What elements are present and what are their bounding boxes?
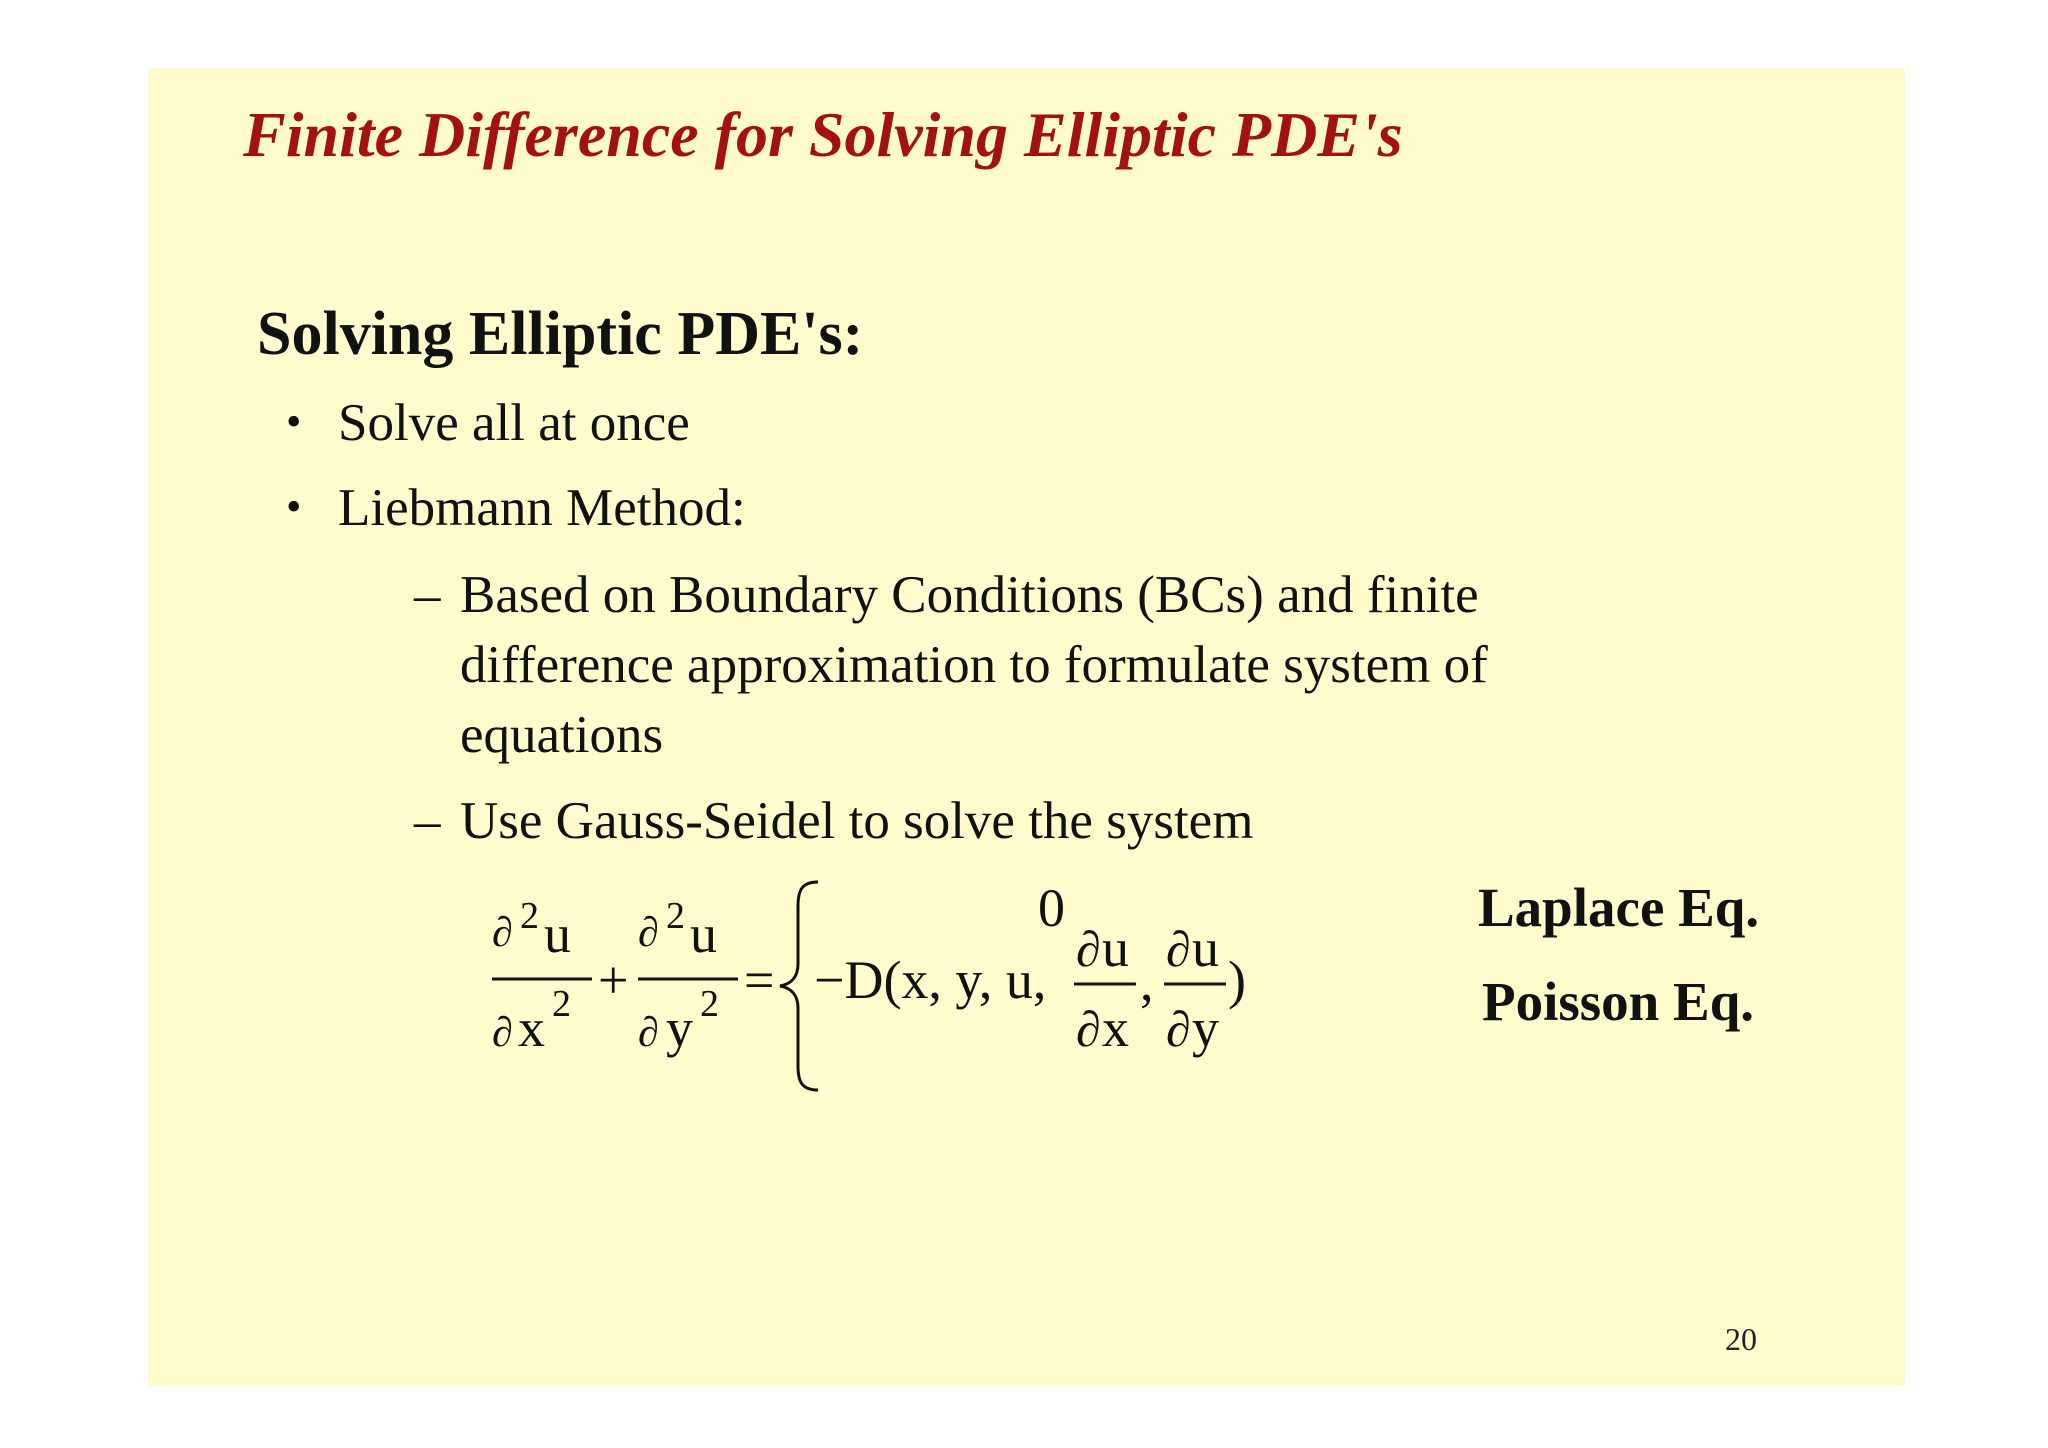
bullet-text: Liebmann Method: bbox=[338, 479, 746, 537]
poisson-label: Poisson Eq. bbox=[1482, 971, 1755, 1032]
eq-partial: ∂ bbox=[638, 910, 659, 956]
sub-bullet-item bbox=[414, 786, 1253, 856]
slide-title: Finite Difference for Solving Elliptic PDE's bbox=[243, 99, 1403, 170]
eq-zero: 0 bbox=[1038, 878, 1065, 938]
eq-variable: y bbox=[666, 998, 693, 1058]
eq-equals: = bbox=[744, 950, 775, 1010]
pde-equation bbox=[488, 876, 1760, 1176]
eq-variable: u bbox=[1192, 918, 1219, 978]
sub-bullet-marker: – bbox=[414, 566, 441, 624]
slide bbox=[148, 68, 1905, 1386]
eq-partial: ∂ bbox=[1076, 921, 1101, 977]
eq-plus: + bbox=[598, 950, 629, 1010]
sub-bullet-item bbox=[414, 560, 1488, 770]
eq-partial: ∂ bbox=[492, 910, 513, 956]
equation-svg bbox=[488, 876, 1488, 1176]
eq-partial: ∂ bbox=[1076, 1001, 1101, 1057]
eq-partial: ∂ bbox=[492, 1010, 513, 1056]
bullet-item bbox=[286, 478, 746, 538]
eq-poisson-rhs: −D(x, y, u, bbox=[814, 950, 1047, 1010]
eq-close-paren: ) bbox=[1228, 950, 1246, 1010]
eq-variable: x bbox=[1102, 998, 1129, 1058]
eq-exponent: 2 bbox=[520, 895, 539, 937]
eq-partial: ∂ bbox=[638, 1010, 659, 1056]
bullet-marker: • bbox=[286, 482, 302, 531]
eq-exponent: 2 bbox=[700, 983, 719, 1025]
section-heading: Solving Elliptic PDE's: bbox=[257, 300, 864, 368]
laplace-label: Laplace Eq. bbox=[1478, 877, 1760, 938]
bullet-marker: • bbox=[286, 397, 302, 446]
eq-variable: u bbox=[1102, 918, 1129, 978]
eq-partial: ∂ bbox=[1166, 1001, 1191, 1057]
eq-exponent: 2 bbox=[552, 983, 571, 1025]
sub-bullet-line: difference approximation to formulate system of bbox=[460, 636, 1488, 694]
page-number: 20 bbox=[1725, 1321, 1757, 1357]
eq-partial: ∂ bbox=[1166, 921, 1191, 977]
eq-exponent: 2 bbox=[666, 895, 685, 937]
eq-comma: , bbox=[1140, 952, 1154, 1012]
sub-bullet-line: Use Gauss-Seidel to solve the system bbox=[460, 792, 1254, 850]
sub-bullet-line: equations bbox=[460, 706, 664, 764]
bullet-item bbox=[286, 393, 690, 453]
eq-variable: x bbox=[518, 998, 545, 1058]
curly-brace bbox=[780, 882, 818, 1090]
sub-bullet-marker: – bbox=[414, 792, 441, 850]
bullet-text: Solve all at once bbox=[338, 394, 690, 452]
eq-variable: u bbox=[690, 904, 717, 964]
eq-variable: u bbox=[544, 904, 571, 964]
eq-variable: y bbox=[1192, 998, 1219, 1058]
sub-bullet-line: Based on Boundary Conditions (BCs) and finite bbox=[460, 566, 1479, 624]
